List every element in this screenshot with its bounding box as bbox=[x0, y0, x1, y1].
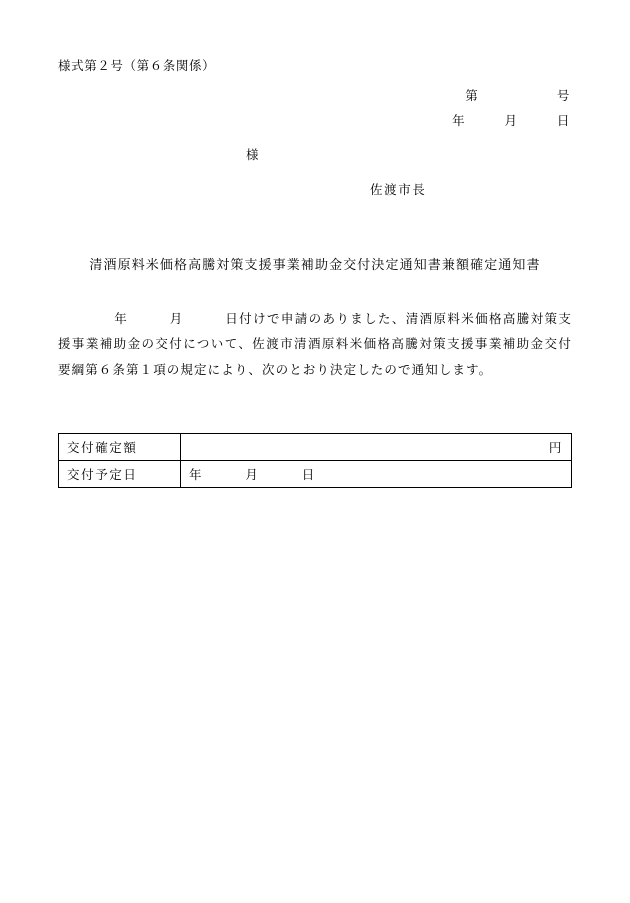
table-row bbox=[59, 434, 572, 461]
addressee-line: 様 bbox=[246, 147, 260, 162]
body-line-3: 事業補助金交付要綱第６条第１項の規定により、次のとおり決定したの bbox=[58, 337, 572, 377]
document-number-line: 第 号 bbox=[465, 88, 570, 103]
row-label-payment-date: 交付予定日 bbox=[59, 461, 181, 488]
row-value-payment-date: 年 月 日 bbox=[181, 461, 572, 488]
document-body bbox=[58, 58, 572, 488]
form-number: 様式第２号（第６条関係） bbox=[58, 59, 216, 73]
row-label-confirmed-amount: 交付確定額 bbox=[59, 434, 181, 461]
table-row bbox=[59, 461, 572, 488]
body-line-1: 年 月 日付けで申請のありました、清酒原料米価格高騰対 bbox=[114, 311, 545, 326]
issuer-line: 佐渡市長 bbox=[370, 182, 427, 197]
body-paragraph bbox=[58, 307, 572, 384]
decision-table bbox=[58, 433, 572, 488]
body-line-2: 策支援事業補助金の交付について、佐渡市清酒原料米価格高騰対策支援 bbox=[58, 311, 572, 352]
body-line-4: で通知します。 bbox=[398, 362, 493, 377]
decision-table-wrapper bbox=[58, 433, 572, 488]
document-date-line: 年 月 日 bbox=[452, 114, 570, 128]
row-value-confirmed-amount: 円 bbox=[181, 434, 572, 461]
document-title: 清酒原料米価格高騰対策支援事業補助金交付決定通知書兼額確定通知書 bbox=[89, 256, 541, 272]
